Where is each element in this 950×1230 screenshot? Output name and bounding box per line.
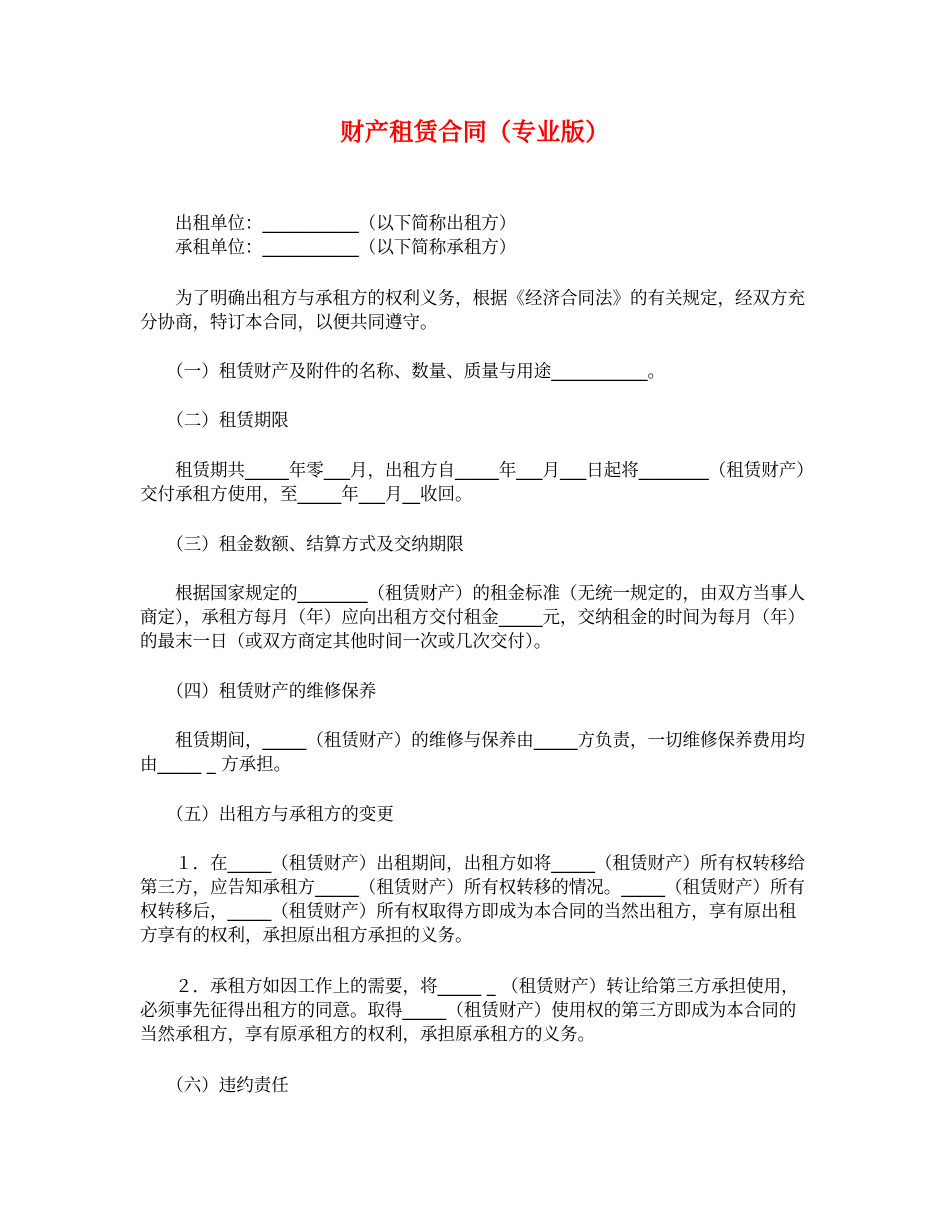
change-clause-2: ２．承租方如因工作上的需要，将_____ _ （租赁财产）转让给第三方承担使用，必须事先征得出租方的同意。取得_____（租赁财产）使用权的第三方即成为本合同的当然承租方，享有原承租方的权利，承担原承租方的义务。 — [140, 977, 799, 1045]
section-5-heading: （五）出租方与承租方的变更 — [140, 805, 394, 825]
lessee-line: 承租单位：___________（以下简称承租方） — [140, 238, 517, 258]
preamble-paragraph: 为了明确出租方与承租方的权利义务，根据《经济合同法》的有关规定，经双方充分协商，特订本合同，以便共同遵守。 — [140, 289, 805, 333]
section-2-heading: （二）租赁期限 — [140, 411, 289, 431]
section-4-heading: （四）租赁财产的维修保养 — [140, 682, 377, 702]
rent-paragraph: 根据国家规定的________（租赁财产）的租金标准（无统一规定的，由双方当事人商定），承租方每月（年）应向出租方交付租金_____元，交纳租金的时间为每月（年）的最末一日（或双方商定其他时间一次或几次交付）。 — [140, 584, 805, 652]
section-3-heading: （三）租金数额、结算方式及交纳期限 — [140, 535, 464, 555]
section-1-heading: （一）租赁财产及附件的名称、数量、质量与用途___________。 — [140, 362, 665, 382]
document-title: 财产租赁合同（专业版） — [340, 118, 610, 146]
lease-term-paragraph: 租赁期共_____年零___月，出租方自_____年___月___日起将________（租赁财产）交付承租方使用，至_____年___月__收回。 — [140, 461, 805, 505]
maintenance-paragraph: 租赁期间，_____（租赁财产）的维修与保养由_____方负责，一切维修保养费用均由_____ _ 方承担。 — [140, 731, 805, 775]
section-6-heading: （六）违约责任 — [140, 1076, 289, 1096]
lessor-line: 出租单位：___________（以下简称出租方） — [140, 214, 517, 234]
change-clause-1: １．在_____（租赁财产）出租期间，出租方如将_____（租赁财产）所有权转移给第三方，应告知承租方_____（租赁财产）所有权转移的情况。_____（租赁财产）所有权转移后，_____（租赁财产）所有权取得方即成为本合同的当然出租方，享有原出租方享有的权利，承担原出租方承担的义务。 — [140, 854, 805, 946]
